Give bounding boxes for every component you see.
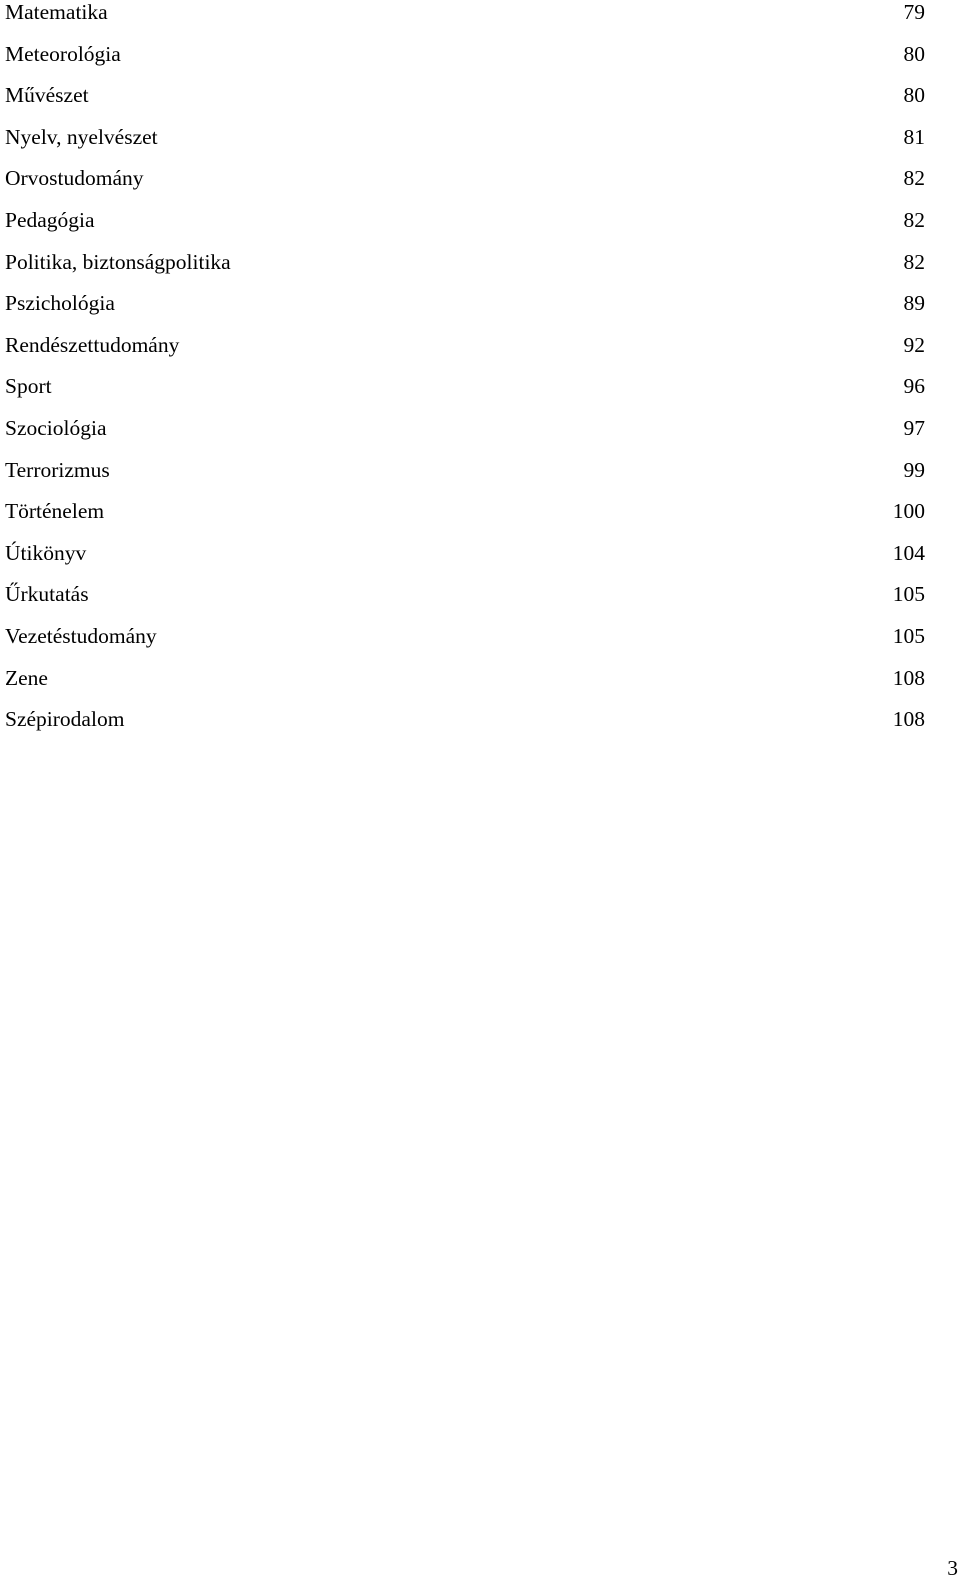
toc-entry-title: Zene bbox=[5, 665, 48, 690]
toc-entry-title: Vezetéstudomány bbox=[5, 623, 157, 648]
toc-entry-page: 100 bbox=[892, 499, 925, 524]
page-number: 3 bbox=[947, 1556, 958, 1580]
toc-entry-title: Pszichológia bbox=[5, 291, 115, 316]
toc-entry-szociologia bbox=[5, 416, 925, 458]
toc-entry-matematika bbox=[5, 0, 925, 42]
toc-entry-title: Orvostudomány bbox=[5, 166, 144, 191]
toc-entry-title: Útikönyv bbox=[5, 540, 87, 565]
toc-entry-page: 81 bbox=[903, 124, 925, 149]
toc-entry-page: 80 bbox=[903, 41, 925, 66]
toc-entry-zene bbox=[5, 666, 925, 708]
toc-entry-title: Sport bbox=[5, 374, 52, 399]
toc-entry-page: 89 bbox=[903, 291, 925, 316]
toc-entry-title: Politika, biztonságpolitika bbox=[5, 249, 231, 274]
toc-entry-page: 82 bbox=[903, 207, 925, 232]
toc-entry-page: 99 bbox=[903, 457, 925, 482]
table-of-contents bbox=[5, 0, 925, 749]
toc-entry-title: Pedagógia bbox=[5, 207, 95, 232]
toc-entry-sport bbox=[5, 374, 925, 416]
toc-entry-page: 79 bbox=[903, 0, 925, 24]
toc-entry-utikonyv bbox=[5, 541, 925, 583]
toc-entry-title: Terrorizmus bbox=[5, 457, 110, 482]
toc-entry-title: Rendészettudomány bbox=[5, 332, 180, 357]
toc-entry-urkutatas bbox=[5, 582, 925, 624]
toc-entry-szepirodalom bbox=[5, 707, 925, 749]
toc-entry-page: 97 bbox=[903, 415, 925, 440]
toc-entry-page: 105 bbox=[892, 582, 925, 607]
toc-entry-title: Művészet bbox=[5, 83, 89, 108]
toc-entry-title: Meteorológia bbox=[5, 41, 121, 66]
toc-entry-page: 105 bbox=[892, 623, 925, 648]
toc-entry-vezetestudomany bbox=[5, 624, 925, 666]
toc-entry-title: Szépirodalom bbox=[5, 707, 125, 732]
toc-entry-page: 96 bbox=[903, 374, 925, 399]
toc-entry-meteorologia bbox=[5, 42, 925, 84]
toc-entry-pedagogia bbox=[5, 208, 925, 250]
toc-entry-title: Szociológia bbox=[5, 415, 107, 440]
toc-entry-pszichologia bbox=[5, 291, 925, 333]
toc-entry-page: 82 bbox=[903, 249, 925, 274]
toc-entry-page: 108 bbox=[892, 665, 925, 690]
toc-entry-terrorizmus bbox=[5, 458, 925, 500]
toc-entry-title: Űrkutatás bbox=[5, 582, 89, 607]
toc-entry-muveszet bbox=[5, 83, 925, 125]
toc-entry-rendeszettudomany bbox=[5, 333, 925, 375]
toc-entry-tortenelem bbox=[5, 499, 925, 541]
toc-entry-page: 104 bbox=[892, 540, 925, 565]
toc-entry-title: Matematika bbox=[5, 0, 108, 24]
toc-entry-orvostudomany bbox=[5, 166, 925, 208]
toc-entry-page: 82 bbox=[903, 166, 925, 191]
toc-entry-title: Történelem bbox=[5, 499, 105, 524]
toc-entry-page: 80 bbox=[903, 83, 925, 108]
toc-entry-page: 108 bbox=[892, 707, 925, 732]
toc-entry-page: 92 bbox=[903, 332, 925, 357]
toc-entry-title: Nyelv, nyelvészet bbox=[5, 124, 158, 149]
toc-entry-politika bbox=[5, 250, 925, 292]
toc-entry-nyelv bbox=[5, 125, 925, 167]
